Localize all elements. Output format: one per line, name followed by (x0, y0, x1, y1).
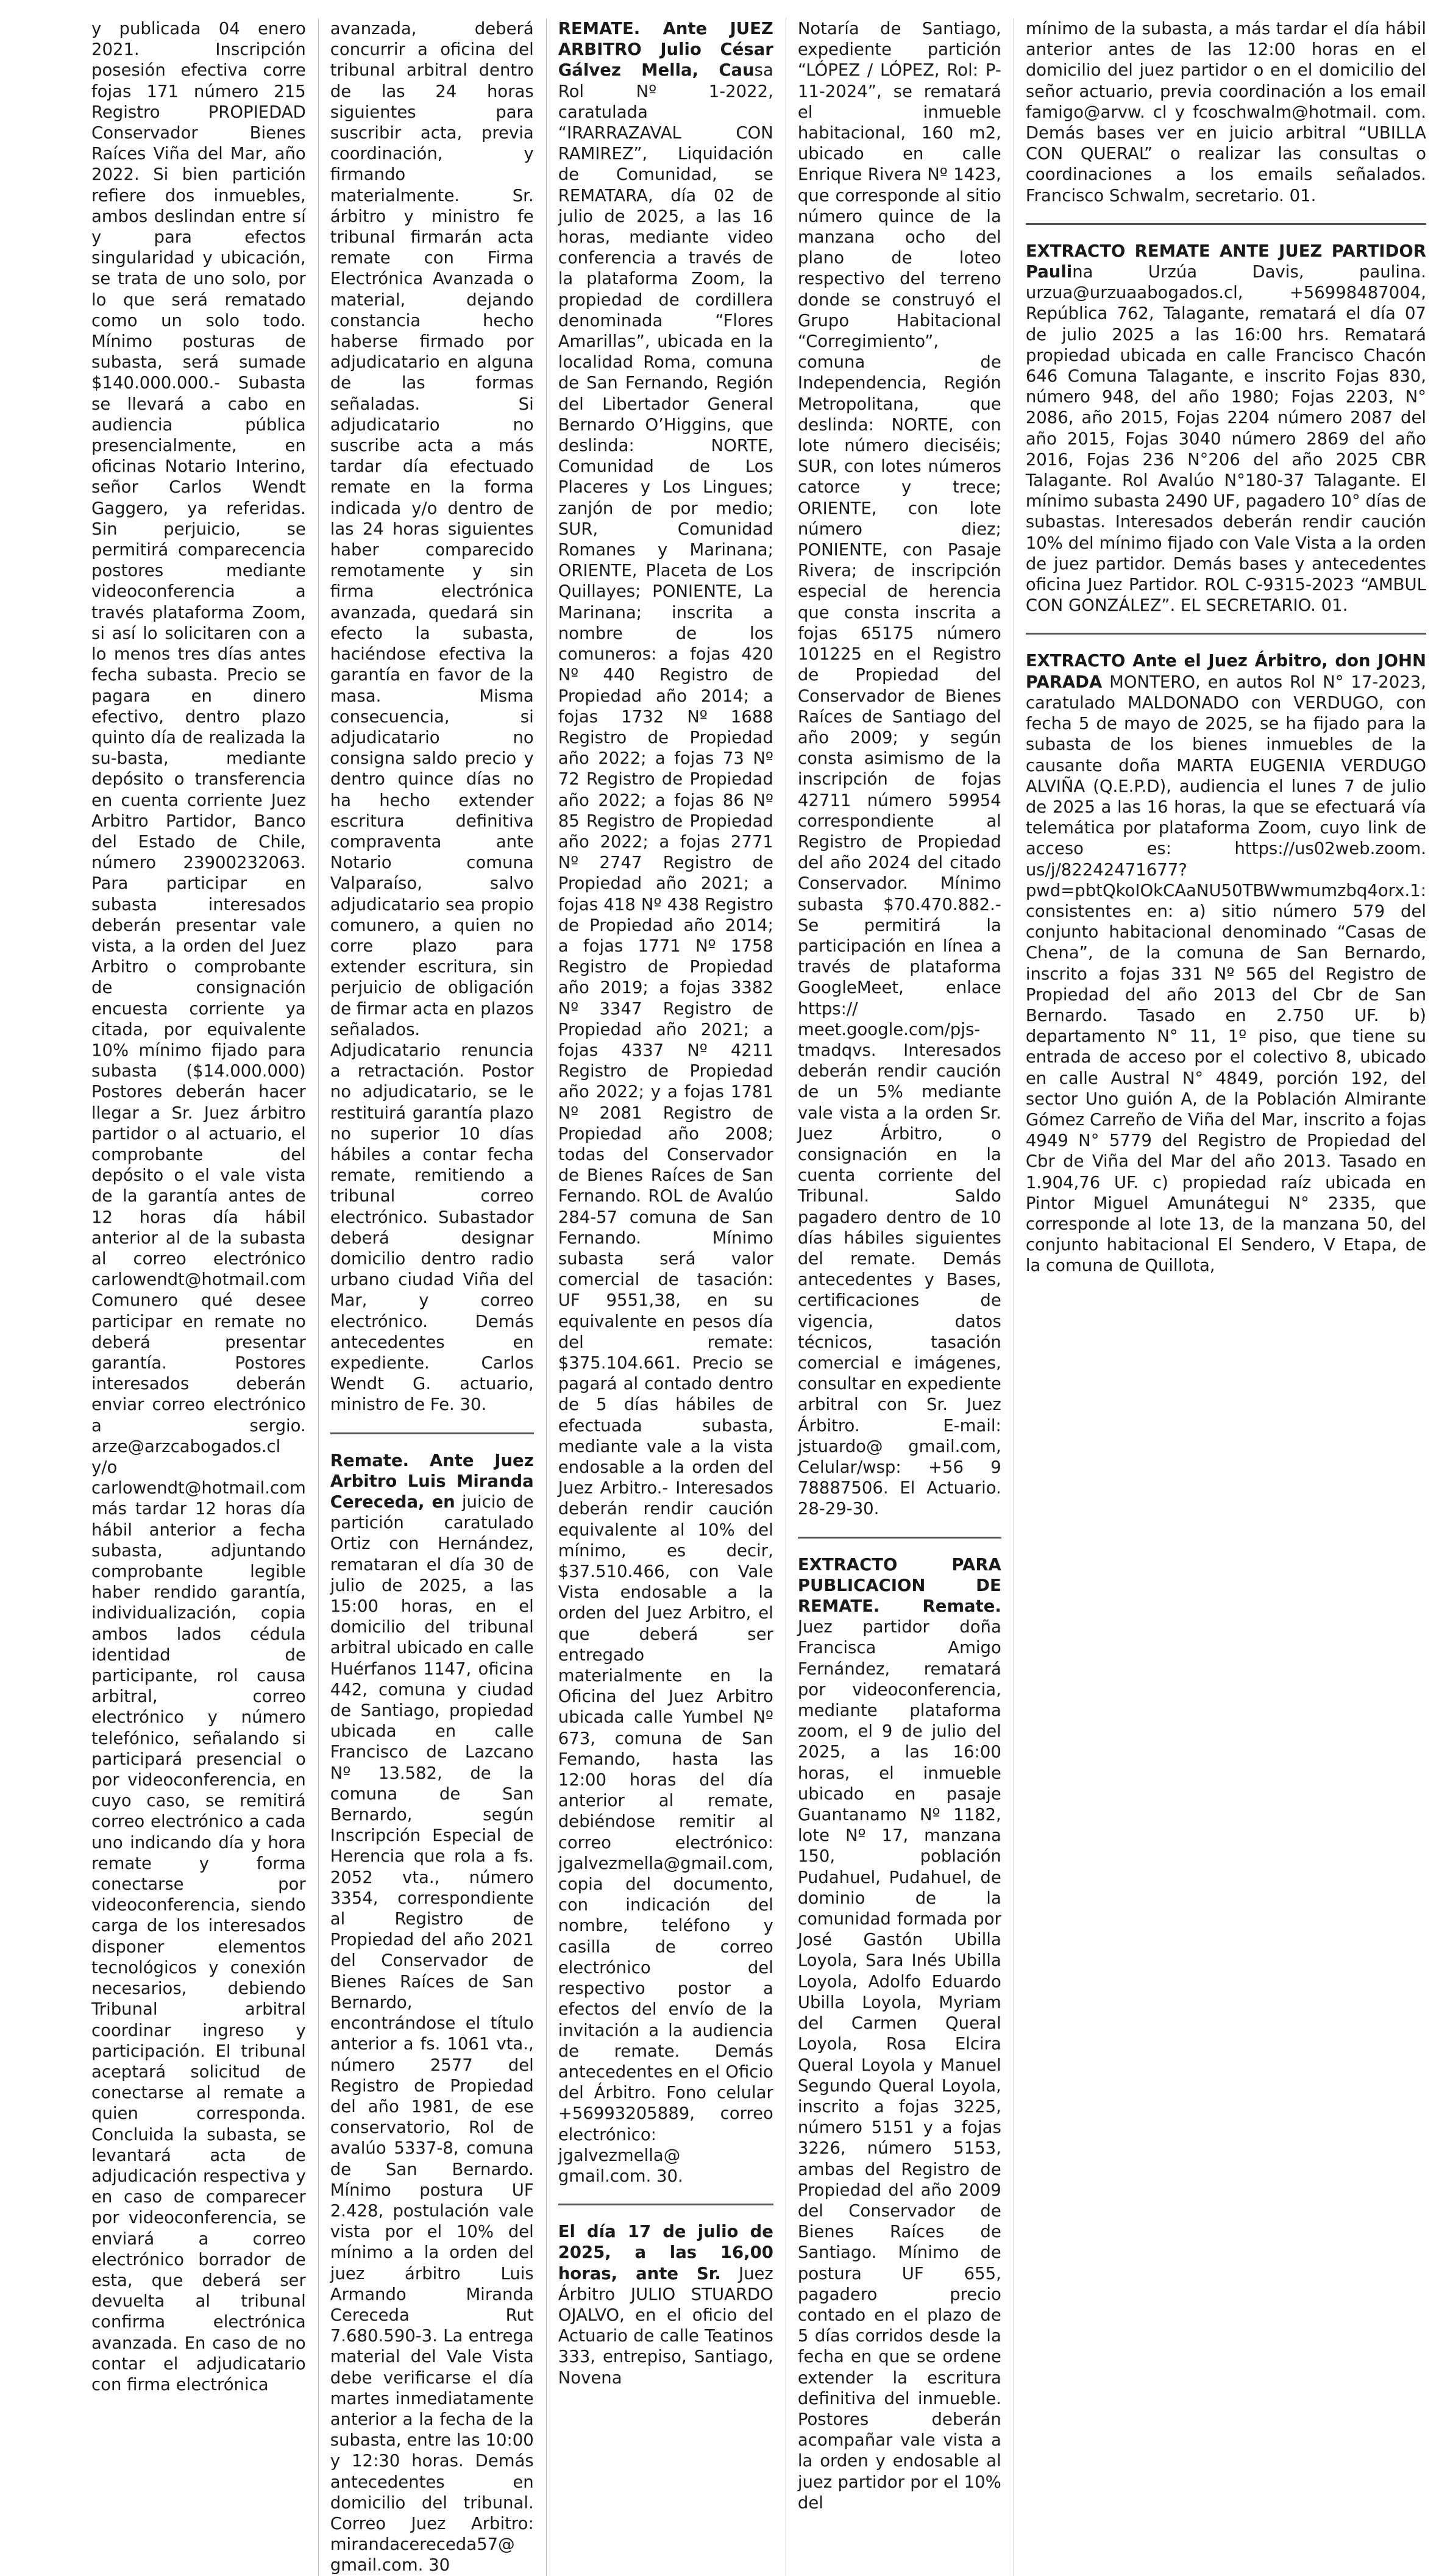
notice-heading: Remate. Ante Juez Arbitro Luis Miranda Cereceda, en (330, 1450, 534, 1512)
column-3 (558, 18, 773, 2576)
column-2 (330, 18, 534, 2576)
notice-text: MONTERO, en autos Rol N° 17-2023, caratulado MALDONADO con VERDUGO, con fecha 5 de mayo de 2025, se ha fijado para la subasta de los bienes inmuebles de la causante doña MARTA EUGENIA VERDUGO ALVIÑA (Q.E.P.D), audiencia el lunes 7 de julio de 2025 a las 16 horas, la que se efectuará vía telemática por plataforma Zoom, cuyo link de acceso es: https://us02web.zoom. us/j/82242471677?pwd=pbtQkoIOkCAaNU50TBWwmumzbq4orx.1: consistentes en: a) sitio número 579 del conjunto habitacional denominado “Casas de Chena”, de la comuna de San Bernardo, inscrito a fojas 331 Nº 565 del Registro de Propiedad del año 2013 del Cbr de San Bernardo. Tasado en 2.750 UF. b) departamento N° 11, 1º piso, que tiene su entrada de acceso por el colectivo 8, ubicado en calle Austral N° 4849, porción 192, del sector Uno guión A, de la Población Almirante Gómez Carreño de Viña del Mar, inscrito a fojas 4949 N° 5779 del Registro de Propiedad del Cbr de Viña del Mar del año 2013. Tasado en 1.904,76 UF. c) propiedad raíz ubicada en Pintor Miguel Amunátegui N° 2335, que corresponde al lote 13, de la manzana 50, del conjunto habitacional El Sendero, V Etapa, de la comuna de Quillota, (1025, 672, 1426, 1276)
notice-heading: EXTRACTO REMATE ANTE JUEZ PARTIDOR Pauli (1025, 241, 1426, 282)
notice-text: Juez Árbitro JULIO STUARDO OJALVO, en el oficio del Actuario de calle Teatinos 333, entrepiso, Santiago, Novena (558, 2263, 773, 2388)
newspaper-page (91, 18, 1426, 2575)
notice-text: mínimo de la subasta, a más tardar el día hábil anterior antes de las 12:00 horas en el domicilio del juez partidor o en el domicilio del señor actuario, previa coordinación a los email famigo@arvw. cl y fcoschwalm@hotmail. com. Demás bases ver en juicio arbitral “UBILLA CON QUERAL” o realizar las consultas o coordinaciones a los emails señalados. Francisco Schwalm, secretario. 01. (1025, 19, 1426, 205)
notice (330, 18, 534, 1415)
notice (330, 1432, 534, 2576)
column-1 (91, 18, 306, 2576)
notice (558, 18, 773, 2186)
notice-text: y publicada 04 enero 2021. Inscripción posesión efectiva corre fojas 171 número 215 Registro PROPIEDAD Conservador Bienes Raíces Viña del Mar, año 2022. Si bien partición refiere dos inmuebles, ambos deslindan entre sí y para efectos singularidad y ubicación, se trata de uno solo, por lo que será rematado como un solo todo. Mínimo posturas de subasta, será sumade $140.000.000.- Subasta se llevará a cabo en audiencia pública presencialmente, en oficinas Notario Interino, señor Carlos Wendt Gaggero, ya referidas. Sin perjuicio, se permitirá comparecencia postores mediante videoconferencia a través plataforma Zoom, si así lo solicitaren con a lo menos tres días antes fecha subasta. Precio se pagara en dinero efectivo, dentro plazo quinto día de realizada la su-basta, mediante depósito o transferencia en cuenta corriente Juez Arbitro Partidor, Banco del Estado de Chile, número 23900232063. Para participar en subasta interesados deberán presentar vale vista, a la orden del Juez Arbitro o comprobante de consignación encuesta corriente ya citada, por equivalente 10% mínimo fijado para subasta ($14.000.000) Postores deberán hacer llegar a Sr. Juez árbitro partidor o al actuario, el comprobante del depósito o el vale vista de la garantía antes de 12 horas día hábil anterior al de la subasta al correo electrónico carlowendt@hotmail.com Comunero qué desee participar en remate no deberá presentar garantía. Postores interesados deberán enviar correo electrónico a sergio. arze@arzcabogados.cl y/o carlowendt@hotmail.com más tardar 12 horas día hábil anterior a fecha subasta, adjuntando comprobante legible haber rendido garantía, individualización, copia ambos lados cédula identidad de participante, rol causa arbitral, correo electrónico y número telefónico, señalando si participará presencial o por videoconferencia, en cuyo caso, se remitirá correo electrónico a cada uno indicando día y hora remate y forma conectarse por videoconferencia, siendo carga de los interesados disponer elementos tecnológicos y conexión necesarios, debiendo Tribunal arbitral coordinar ingreso y participación. El tribunal aceptará solicitud de conectarse al remate a quien corresponda. Concluida la subasta, se levantará acta de adjudicación respectiva y en caso de comparecer por videoconferencia, se enviará a correo electrónico borrador de esta, que deberá ser devuelta al tribunal confirma electrónica avanzada. En caso de no contar el adjudicatario con firma electrónica (91, 19, 306, 2394)
notice-text: Juez partidor doña Francisca Amigo Fernández, rematará por videoconferencia, mediante plataforma zoom, el 9 de julio del 2025, a las 16:00 horas, el inmueble ubicado en pasaje Guantanamo Nº 1182, lote Nº 17, manzana 150, población Pudahuel, Pudahuel, de dominio de la comunidad formada por José Gastón Ubilla Loyola, Sara Inés Ubilla Loyola, Adolfo Eduardo Ubilla Loyola, Myriam del Carmen Queral Loyola, Rosa Elcira Queral Loyola y Manuel Segundo Queral Loyola, inscrito a fojas 3225, número 5151 y a fojas 3226, número 5153, ambas del Registro de Propiedad del año 2009 del Conservador de Bienes Raíces de Santiago. Mínimo de postura UF 655, pagadero precio contado en el plazo de 5 días corridos desde la fecha en que se ordene extender la escritura definitiva del inmueble. Postores deberán acompañar vale vista a la orden y endosable al juez partidor por el 10% del (797, 1617, 1001, 2513)
notice (1026, 223, 1426, 616)
notice-text: sa Rol Nº 1-2022, caratulada “IRARRAZAVAL CON RAMIREZ”, Liquidación de Comunidad, se REMATARA, día 02 de julio de 2025, a las 16 horas, mediante video conferencia a través de la plataforma Zoom, la propiedad de cordillera denominada “Flores Amarillas”, ubicada en la localidad Roma, comuna de San Fernando, Región del Libertador General Bernardo O’Higgins, que deslinda: NORTE, Comunidad de Los Placeres y Los Lingues; zanjón de por medio; SUR, Comunidad Romanes y Marinana; ORIENTE, Placeta de Los Quillayes; PONIENTE, La Marinana; inscrita a nombre de los comuneros: a fojas 420 Nº 440 Registro de Propiedad año 2014; a fojas 1732 Nº 1688 Registro de Propiedad año 2022; a fojas 73 Nº 72 Registro de Propiedad año 2022; a fojas 86 Nº 85 Registro de Propiedad año 2022; a fojas 2771 Nº 2747 Registro de Propiedad año 2021; a fojas 418 Nº 438 Registro de Propiedad año 2014; a fojas 1771 Nº 1758 Registro de Propiedad año 2019; a fojas 3382 Nº 3347 Registro de Propiedad año 2021; a fojas 4337 Nº 4211 Registro de Propiedad año 2022; y a fojas 1781 Nº 2081 Registro de Propiedad año 2008; todas del Conservador de Bienes Raíces de San Fernando. ROL de Avalúo 284-57 comuna de San Fernando. Mínimo subasta será valor comercial de tasación: UF 9551,38, en su equivalente en pesos día del remate: $375.104.661. Precio se pagará al contado dentro de 5 días hábiles de efectuada subasta, mediante vale a la vista endosable a la orden del Juez Arbitro.- Interesados deberán rendir caución equivalente al 10% del mínimo, es decir, $37.510.466, con Vale Vista endosable a la orden del Juez Arbitro, el que deberá ser entregado materialmente en la Oficina del Juez Arbitro ubicada calle Yumbel Nº 673, comuna de San Femando, hasta las 12:00 horas del día anterior al remate, debiéndose remitir al correo electrónico: jgalvezmella@gmail.com, copia del documento, con indicación del nombre, teléfono y casilla de correo electrónico del respectivo postor a efectos del envío de la invitación a la audiencia de remate. Demás antecedentes en el Oficio del Árbitro. Fono celular +56993205889, correo electrónico: jgalvezmella@ gmail.com. 30. (558, 60, 773, 2186)
column-4 (798, 18, 1001, 2576)
notice-heading: REMATE. Ante JUEZ ARBITRO Julio César Gálvez Mella, Cau (558, 19, 773, 80)
notice (798, 18, 1001, 1520)
notice (558, 2204, 773, 2388)
notice-text: avanzada, deberá concurrir a oficina del tribunal arbitral dentro de las 24 horas siguientes para suscribir acta, previa coordinación, y firmando materialmente. Sr. árbitro y ministro fe tribunal firmarán acta remate con Firma Electrónica Avanzada o material, dejando constancia hecho haberse firmado por adjudicatario en alguna de las formas señaladas. Si adjudicatario no suscribe acta a más tardar día efectuado remate en la forma indicada y/o dentro de las 24 horas siguientes haber comparecido remotamente y sin firma electrónica avanzada, quedará sin efecto la subasta, haciéndose efectiva la garantía en favor de la masa. Misma consecuencia, si adjudicatario no consigna saldo precio y dentro quince días no ha hecho extender escritura definitiva compraventa ante Notario comuna Valparaíso, salvo adjudicatario sea propio comunero, a quien no corre plazo para extender escritura, sin perjuicio de obligación de firmar acta en plazos señalados. Adjudicatario renuncia a retractación. Postor no adjudicatario, se le restituirá garantía plazo no superior 10 días hábiles a contar fecha remate, remitiendo a tribunal correo electrónico. Subastador deberá designar domicilio dentro radio urbano ciudad Viña del Mar, y correo electrónico. Demás antecedentes en expediente. Carlos Wendt G. actuario, ministro de Fe. 30. (330, 19, 534, 1415)
notice-heading: EXTRACTO Ante el Juez Árbitro, don JOHN PARADA (1025, 651, 1426, 692)
column-5 (1026, 18, 1426, 2576)
notice-heading: El día 17 de julio de 2025, a las 16,00 horas, ante Sr. (558, 2222, 773, 2283)
notice (798, 1537, 1001, 2513)
notice-text: na Urzúa Davis, paulina. urzua@urzuaabogados.cl, +56998487004, República 762, Talagante, rematará el día 07 de julio 2025 a las 16:00 hrs. Rematará propiedad ubicada en calle Francisco Chacón 646 Comuna Talagante, e inscrito Fojas 830, número 948, del año 1980; Fojas 2203, N° 2086, año 2015, Fojas 2204 número 2087 del año 2015, Fojas 3040 número 2869 del año 2016, Fojas 236 N°206 del año 2025 CBR Talagante. Rol Avalúo N°180-37 Talagante. El mínimo subasta 2490 UF, pagadero 10° días de subastas. Interesados deberán rendir caución 10% del mínimo fijado con Vale Vista a la orden de juez partidor. Demás bases y antecedentes oficina Juez Partidor. ROL C-9315-2023 “AMBUL CON GONZÁLEZ”. EL SECRETARIO. 01. (1025, 262, 1426, 616)
notice-text: juicio de partición caratulado Ortiz con Hernández, remataran el día 30 de julio de 2025, a las 15:00 horas, en el domicilio del tribunal arbitral ubicado en calle Huérfanos 1147, oficina 442, comuna y ciudad de Santiago, propiedad ubicada en calle Francisco de Lazcano Nº 13.582, de la comuna de San Bernardo, según Inscripción Especial de Herencia que rola a fs. 2052 vta., número 3354, correspondiente al Registro de Propiedad del año 2021 del Conservador de Bienes Raíces de San Bernardo, encontrándose el título anterior a fs. 1061 vta., número 2577 del Registro de Propiedad del año 1981, de ese conservatorio, Rol de avalúo 5337-8, comuna de San Bernardo. Mínimo postura UF 2.428, postulación vale vista por el 10% del mínimo a la orden del juez árbitro Luis Armando Miranda Cereceda Rut 7.680.590-3. La entrega material del Vale Vista debe verificarse el día martes inmediatamente anterior a la fecha de la subasta, entre las 10:00 y 12:30 horas. Demás antecedentes en domicilio del tribunal. Correo Juez Arbitro: mirandacereceda57@ gmail.com. 30 (330, 1492, 534, 2575)
notice (1026, 633, 1426, 1276)
notice-heading: EXTRACTO PARA PUBLICACION DE REMATE. Remate. (797, 1554, 1001, 1617)
notice (1026, 18, 1426, 206)
notice (91, 18, 306, 2395)
notice-text: Notaría de Santiago, expediente partición “LÓPEZ / LÓPEZ, Rol: P-11-2024”, se rematará el inmueble habitacional, 160 m2, ubicado en calle Enrique Rivera Nº 1423, que corresponde al sitio número quince de la manzana ocho del plano de loteo respectivo del terreno donde se construyó el Grupo Habitacional “Corregimiento”, comuna de Independencia, Región Metropolitana, que deslinda: NORTE, con lote número dieciséis; SUR, con lotes números catorce y trece; ORIENTE, con lote número diez; PONIENTE, con Pasaje Rivera; de inscripción especial de herencia que consta inscrita a fojas 65175 número 101225 en el Registro de Propiedad del Conservador de Bienes Raíces de Santiago del año 2009; y según consta asimismo de la inscripción de fojas 42711 número 59954 correspondiente al Registro de Propiedad del año 2024 del citado Conservador. Mínimo subasta $70.470.882.- Se permitirá la participación en línea a través de plataforma GoogleMeet, enlace https:// meet.google.com/pjs-tmadqvs. Interesados deberán rendir caución de un 5% mediante vale vista a la orden Sr. Juez Árbitro, o consignación en la cuenta corriente del Tribunal. Saldo pagadero dentro de 10 días hábiles siguientes del remate. Demás antecedentes y Bases, certificaciones de vigencia, datos técnicos, tasación comercial e imágenes, consultar en expediente arbitral con Sr. Juez Árbitro. E-mail: jstuardo@ gmail.com, Celular/wsp: +56 9 78887506. El Actuario. 28-29-30. (797, 19, 1001, 1519)
